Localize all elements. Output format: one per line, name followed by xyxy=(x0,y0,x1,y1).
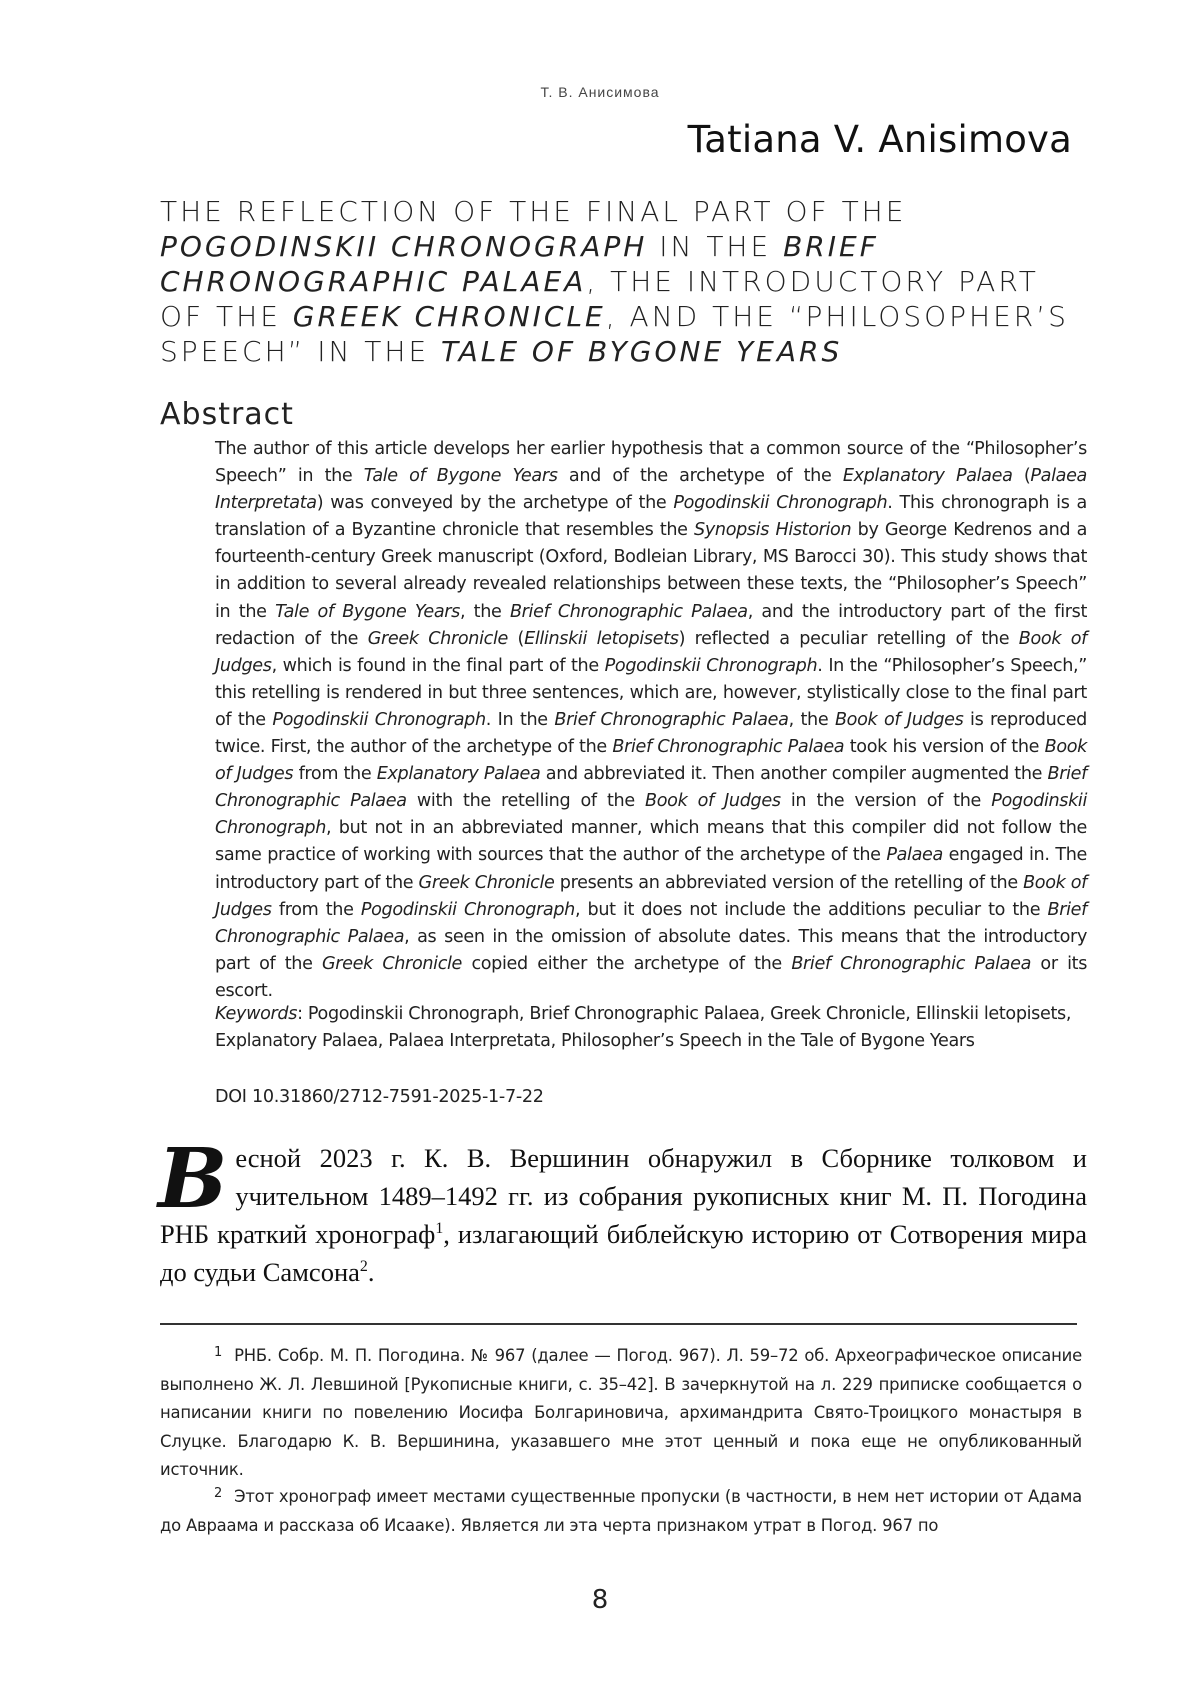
abstract-italic: Pogodinskii Chronograph xyxy=(673,493,888,514)
title-part: THE REFLECTION OF THE FINAL PART OF THE xyxy=(160,195,907,228)
abstract-span: with the retelling of the xyxy=(406,791,646,812)
abstract-span: from the xyxy=(271,899,361,920)
abstract-span: , the xyxy=(788,709,835,730)
abstract-span: and abbreviated it. Then another compiler augmented the xyxy=(540,764,1048,785)
abstract-italic: Explanatory Palaea xyxy=(376,764,541,785)
abstract-italic: Brief Chronographic Palaea xyxy=(215,764,1087,812)
abstract-span: , and the introductory part of the first redaction of the xyxy=(215,601,1087,649)
abstract-span: , but not in an abbreviated manner, which means that this compiler did not follow the same practice of working with sources that the author of the archetype of the xyxy=(215,818,1087,866)
abstract-italic: Ellinskii letopisets xyxy=(524,628,679,649)
article-author: Tatiana V. Anisimova xyxy=(687,118,1072,161)
keywords xyxy=(215,1001,1087,1055)
abstract-italic: Book of Judges xyxy=(215,872,1088,920)
doi: DOI 10.31860/2712-7591-2025-1-7-22 xyxy=(215,1087,544,1107)
abstract-italic: Tale of Bygone Years xyxy=(275,601,460,622)
abstract-italic: Greek Chronicle xyxy=(418,872,555,893)
running-head: Т. В. Анисимова xyxy=(540,84,660,100)
footnote-text: РНБ. Собр. М. П. Погодина. № 967 (далее — Погод. 967). Л. 59–72 об. Археографическое описание выполнено Ж. Л. Левшиной [Рукописные книги, с. 35–42]. В зачеркнутой на л. 229 приписке сообщается о написании книги по повелению Иосифа Болгариновича, архимандрита Свято-Троицкого монастыря в Слуцке. Благодарю К. В. Вершинина, указавшего мне этот ценный и пока еще не опубликованный источник. xyxy=(160,1346,1082,1479)
abstract-italic: Greek Chronicle xyxy=(321,953,463,974)
abstract-span: by George Kedrenos and a fourteenth-century Greek manuscript (Oxford, Bodleian Library, MS Barocci 30). This study shows that in addition to several already revealed relationships between these texts, the “Philosopher’s Speech” in the xyxy=(215,520,1088,622)
body-text: . xyxy=(367,1257,375,1287)
abstract-italic: Synopsis Historion xyxy=(694,520,852,541)
keywords-text: : Pogodinskii Chronograph, Brief Chronographic Palaea, Greek Chronicle, Ellinskii letopisets, Explanatory Palaea, Palaea Interpretata, Philosopher’s Speech in the Tale of Bygone Years xyxy=(215,1004,1072,1051)
body-text: , излагающий библейскую историю от Сотворения мира до судьи Самсона xyxy=(160,1219,1087,1287)
abstract-italic: Brief Chronographic Palaea xyxy=(612,737,845,758)
title-italic-part: TALE OF BYGONE YEARS xyxy=(441,335,843,368)
abstract-span: , which is found in the final part of the xyxy=(271,655,605,676)
footnote-text: Этот хронограф имеет местами существенные пропуски (в частности, в нем нет истории от Адама до Авраама и рассказа об Исааке). Является ли эта черта признаком утрат в Погод. 967 по xyxy=(160,1487,1082,1535)
abstract-span: engaged in. The introductory part of the xyxy=(215,845,1087,893)
abstract-italic: Book of Judges xyxy=(834,709,964,730)
abstract-heading: Abstract xyxy=(160,397,294,432)
page-number: 8 xyxy=(591,1585,609,1615)
abstract-span: , the xyxy=(460,601,510,622)
abstract-span: ) was conveyed by the archetype of the xyxy=(316,493,674,514)
footnote-number: 2 xyxy=(214,1486,223,1501)
drop-cap: В xyxy=(158,1131,228,1227)
abstract-italic: Tale of Bygone Years xyxy=(363,466,558,487)
title-part: , THE INTRODUCTORY PART OF THE xyxy=(160,265,1039,333)
abstract-italic: Pogodinskii Chronograph xyxy=(272,709,486,730)
title-part: IN THE xyxy=(647,230,784,263)
title-italic-part: BRIEF CHRONOGRAPHIC PALAEA xyxy=(160,230,879,298)
footnote-divider xyxy=(160,1323,1077,1325)
abstract-italic: Greek Chronicle xyxy=(367,628,508,649)
abstract-text xyxy=(215,436,1087,1005)
abstract-italic: Pogodinskii Chronograph xyxy=(215,791,1088,839)
abstract-span: is reproduced twice. First, the author of the archetype of the xyxy=(215,709,1087,758)
footnote-number: 1 xyxy=(214,1345,223,1360)
footnote-ref-1[interactable]: 1 xyxy=(435,1220,444,1238)
keywords-label: Keywords xyxy=(215,1004,298,1024)
title-italic-part: POGODINSKII CHRONOGRAPH xyxy=(160,230,648,263)
abstract-span: ( xyxy=(1012,466,1031,487)
title-italic-part: GREEK CHRONICLE xyxy=(292,300,606,333)
abstract-italic: Book of Judges xyxy=(215,628,1088,676)
abstract-span: ( xyxy=(507,628,525,649)
abstract-italic: Palaea Interpretata xyxy=(215,466,1087,514)
abstract-span: copied either the archetype of the xyxy=(462,953,792,974)
abstract-italic: Brief Chronographic Palaea xyxy=(791,953,1032,974)
abstract-span: , but it does not include the additions peculiar to the xyxy=(574,899,1048,920)
body-text: есной 2023 г. К. В. Вершинин обнаружил в Сборнике толковом и учительном 1489–1492 гг. из собрания рукописных книг М. П. Погодина РНБ краткий хронограф xyxy=(160,1143,1087,1249)
footnote-ref-2[interactable]: 2 xyxy=(359,1258,368,1276)
abstract-span: , as seen in the omission of absolute dates. This means that the introductory part of the xyxy=(215,926,1087,974)
footnote-2 xyxy=(160,1480,1082,1540)
footnote-1 xyxy=(160,1339,1082,1485)
abstract-italic: Pogodinskii Chronograph xyxy=(604,655,818,676)
abstract-italic: Explanatory Palaea xyxy=(842,466,1013,487)
abstract-span: or its escort. xyxy=(215,953,1088,1001)
abstract-italic: Brief Chronographic Palaea xyxy=(215,899,1087,947)
abstract-italic: Book of Judges xyxy=(215,737,1088,785)
abstract-span: . In the “Philosopher’s Speech,” this retelling is rendered in but three sentences, which are, however, stylistically close to the final part of the xyxy=(215,655,1088,730)
abstract-span: in the version of the xyxy=(780,791,992,812)
abstract-italic: Palaea xyxy=(886,845,943,866)
abstract-italic: Pogodinskii Chronograph xyxy=(360,899,575,920)
abstract-italic: Brief Chronographic Palaea xyxy=(509,601,748,622)
abstract-span: from the xyxy=(293,764,377,785)
abstract-span: . In the xyxy=(485,709,555,730)
abstract-span: presents an abbreviated version of the retelling of the xyxy=(554,872,1024,893)
title-part: , AND THE “PHILOSOPHER’S SPEECH” IN THE xyxy=(160,300,1069,368)
abstract-span: . This chronograph is a translation of a Byzantine chronicle that resembles the xyxy=(215,493,1087,541)
abstract-italic: Brief Chronographic Palaea xyxy=(554,709,789,730)
abstract-span: The author of this article develops her earlier hypothesis that a common source of the “Philosopher’s Speech” in the xyxy=(215,439,1087,487)
article-title xyxy=(160,194,1090,369)
body-paragraph xyxy=(158,1131,1087,1291)
abstract-span: ) reflected a peculiar retelling of the xyxy=(678,628,1019,649)
abstract-span: and of the archetype of the xyxy=(557,466,843,487)
abstract-italic: Book of Judges xyxy=(645,791,781,812)
abstract-span: took his version of the xyxy=(844,737,1045,758)
